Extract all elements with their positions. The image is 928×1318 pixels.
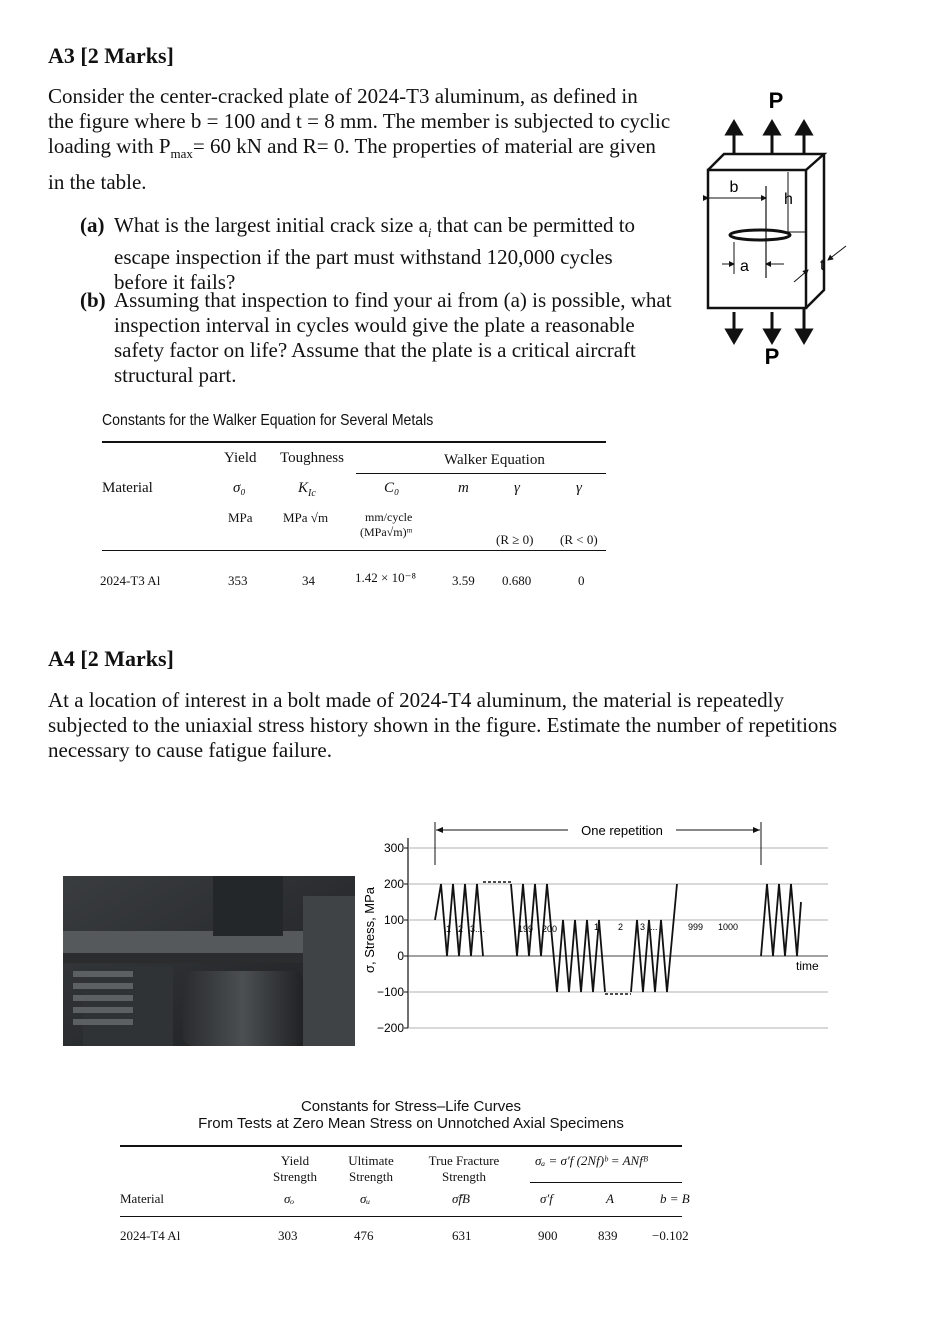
cracked-plate-figure xyxy=(696,82,866,372)
cycle-count: 2 xyxy=(618,922,624,932)
a3-question-b: (b) Assuming that inspection to find your ai from (a) is possible, what inspection interval in cycles would give the plate a reasonable safety factor on life? Assume that the plate is a critical aircraft structural part. xyxy=(80,288,672,387)
crack xyxy=(730,230,790,240)
a4-intro-line: necessary to cause fatigue failure. xyxy=(48,738,332,762)
a3-question-a: (a) What is the largest initial crack size $a_i$ that can be permitted to escape inspection if the part must withstand 120,000 cycles before it fails? xyxy=(80,213,636,295)
cell-b: −0.102 xyxy=(652,1228,689,1243)
unit-mpa-root: MPa √m xyxy=(283,510,329,525)
cycle-count: 3.... xyxy=(470,924,486,934)
load-arrows-top xyxy=(727,122,811,154)
col-yield: Yield xyxy=(224,450,257,466)
cell-gamma1: 0.680 xyxy=(502,573,532,588)
a4-intro-line: subjected to the uniaxial stress history shown in the figure. Estimate the number of repetitions xyxy=(48,713,838,737)
sym-sigma: σ₀ xyxy=(233,480,246,496)
cell-true-fracture: 631 xyxy=(452,1228,472,1243)
load-arrows-bottom xyxy=(727,308,811,342)
col-yield: Yield Strength xyxy=(272,1153,318,1184)
y-tick-label: 100 xyxy=(383,913,404,927)
cell-m: 3.59 xyxy=(452,573,475,588)
cycle-count: 2 xyxy=(458,924,464,934)
a3-intro-line: loading with $P_{max}= 60$ kN and R= 0. The properties of material are given xyxy=(48,134,656,162)
dim-h-label: h xyxy=(784,191,793,208)
bolt-photo xyxy=(63,876,355,1046)
sym-c0: C₀ xyxy=(384,480,400,496)
col-true-fracture: True Fracture Strength xyxy=(428,1153,500,1184)
a3-intro-line: Consider the center-cracked plate of 2024-T3 aluminum, as defined in xyxy=(48,84,638,108)
cell-gamma2: 0 xyxy=(578,573,585,588)
cycle-count: 200 xyxy=(542,924,558,934)
a3-intro-line: in the table. xyxy=(48,170,147,195)
cell-material: 2024-T3 Al xyxy=(100,573,161,588)
table-rule xyxy=(102,550,606,551)
col-equation: σₐ = σ′f (2Nf)ᵇ = ANfᴮ xyxy=(535,1153,649,1168)
a3-intro xyxy=(48,84,688,195)
cycle-count: 1 xyxy=(446,924,452,934)
unit-c0: (MPa√m)ᵐ xyxy=(360,525,413,539)
y-tick-label: 300 xyxy=(383,841,404,855)
cycle-count: 3 .... xyxy=(640,922,658,932)
col-ultimate: Ultimate Strength xyxy=(348,1153,394,1184)
col-walker: Walker Equation xyxy=(444,452,545,468)
repetition-label: One repetition xyxy=(581,823,663,838)
cycle-count: 999 xyxy=(688,922,704,932)
sym-a: A xyxy=(606,1191,614,1206)
sym-k: $K_{Ic}$ xyxy=(298,480,316,499)
stress-block-1b xyxy=(511,884,557,992)
unit-c0: mm/cycle xyxy=(365,510,413,524)
unit-mpa: MPa xyxy=(228,510,253,525)
cell-sf: 900 xyxy=(538,1228,558,1243)
a3-intro-line: the figure where b = 100 and t = 8 mm. The member is subjected to cyclic xyxy=(48,109,671,133)
y-tick-label: 0 xyxy=(397,949,404,963)
sym-b: b = B xyxy=(660,1191,690,1206)
col-material: Material xyxy=(102,480,153,496)
a4-intro xyxy=(48,688,908,763)
a4-intro-line: At a location of interest in a bolt made of 2024-T4 aluminum, the material is repeatedly xyxy=(48,688,784,712)
cell-yield: 353 xyxy=(228,573,248,588)
cycle-count: 1 xyxy=(594,922,600,932)
sym-true-fracture: σ̃fB xyxy=(452,1191,470,1206)
cell-ultimate: 476 xyxy=(354,1228,374,1243)
dim-a-label: a xyxy=(740,258,749,275)
sym-sf: σ′f xyxy=(540,1191,553,1206)
load-label-bottom: P xyxy=(764,344,780,369)
sym-m: m xyxy=(458,480,469,496)
y-tick-label: −100 xyxy=(376,985,404,999)
y-tick-label: 200 xyxy=(383,877,404,891)
y-axis-label: σ, Stress, MPa xyxy=(362,886,377,974)
sym-gamma1: γ xyxy=(514,480,520,496)
time-label: time xyxy=(796,959,819,973)
cell-a: 839 xyxy=(598,1228,618,1243)
dim-t-label: t xyxy=(820,257,825,274)
caption-line: Constants for Stress–Life Curves xyxy=(300,1098,522,1115)
cycle-count: 1000 xyxy=(718,922,739,932)
table-rule xyxy=(530,1182,682,1183)
table-rule xyxy=(102,441,606,443)
stress-history-chart xyxy=(358,810,838,1046)
dim-b-label: b xyxy=(729,179,739,196)
cell-material: 2024-T4 Al xyxy=(120,1228,181,1243)
table-rule xyxy=(356,473,606,474)
table-rule xyxy=(120,1145,682,1147)
a3-heading: A3 [2 Marks] xyxy=(48,43,174,68)
y-tick-label: −200 xyxy=(376,1021,404,1035)
stress-block-2b xyxy=(631,884,677,992)
load-label-top: P xyxy=(768,88,784,113)
col-toughness: Toughness xyxy=(280,450,344,466)
table-rule xyxy=(120,1216,682,1217)
sn-table-caption xyxy=(120,1098,702,1132)
unit-r2: (R < 0) xyxy=(560,532,598,547)
sym-gamma2: γ xyxy=(576,480,582,496)
unit-r1: (R ≥ 0) xyxy=(496,532,534,547)
sym-ultimate: σᵤ xyxy=(360,1191,371,1206)
col-material: Material xyxy=(120,1191,165,1206)
a4-heading: A4 [2 Marks] xyxy=(48,646,174,671)
walker-table-caption: Constants for the Walker Equation for Several Metals xyxy=(102,412,434,429)
cell-toughness: 34 xyxy=(302,573,315,588)
sym-yield: σₒ xyxy=(284,1191,295,1206)
cell-c0: 1.42 × 10⁻⁸ xyxy=(355,570,416,585)
cycle-count: 199 xyxy=(518,924,534,934)
cell-yield: 303 xyxy=(278,1228,298,1243)
caption-line: From Tests at Zero Mean Stress on Unnotched Axial Specimens xyxy=(198,1115,624,1132)
